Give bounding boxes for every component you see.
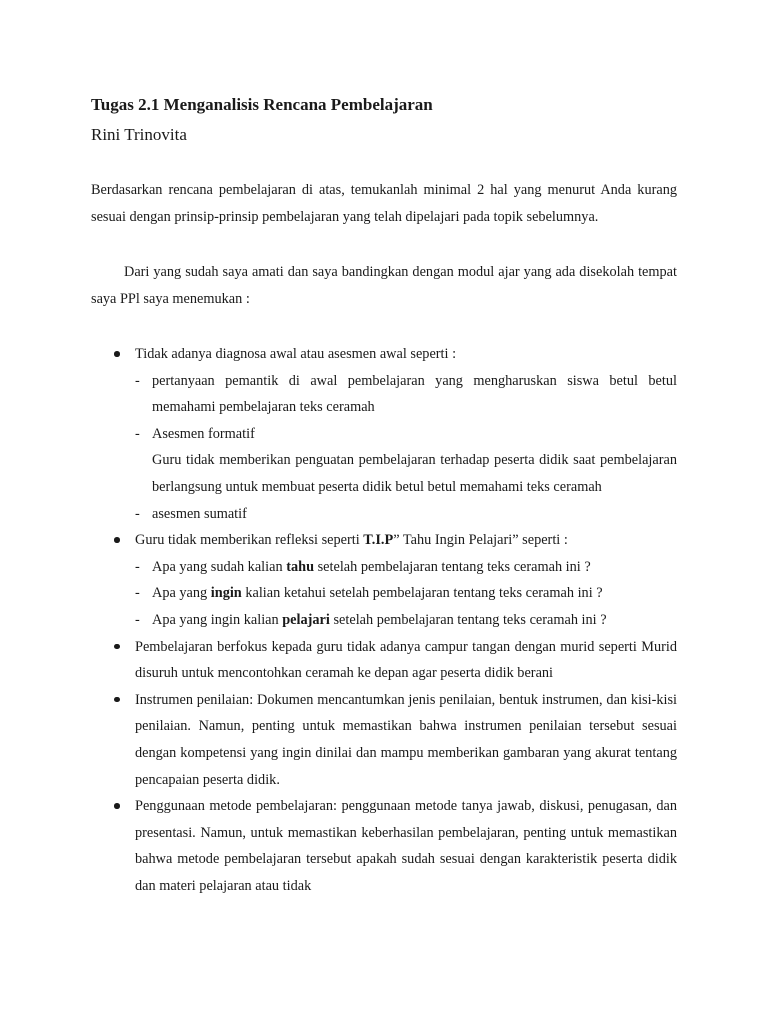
bullet-dot-icon [114, 351, 120, 357]
bullet-text: Tidak adanya diagnosa awal atau asesmen awal seperti : [135, 346, 457, 362]
dash-marker: - [135, 611, 140, 628]
sub-item-text-part: Apa yang sudah kalian [152, 558, 287, 575]
sub-item-text-part: setelah pembelajaran tentang teks ceramah ini ? [314, 558, 591, 575]
sub-item-text: pertanyaan pemantik di awal pembelajaran yang mengharuskan siswa betul betul memahami pembelajaran teks ceramah [152, 372, 677, 416]
task-question-paragraph: Berdasarkan rencana pembelajaran di atas, temukanlah minimal 2 hal yang menurut Anda kurang sesuai dengan prinsip-prinsip pembelajaran yang telah dipelajari pada topik sebelumnya. [91, 182, 677, 225]
bullet-item [91, 634, 677, 687]
sub-item-bold: tahu [286, 558, 315, 575]
bullet-text-part: ” Tahu Ingin Pelajari” seperti : [393, 532, 568, 549]
sub-item-bold: ingin [210, 585, 242, 602]
bullet-item [91, 341, 677, 527]
bullet-dot-icon [114, 537, 120, 543]
dash-marker: - [135, 372, 140, 389]
sub-item-text-part: Apa yang [152, 585, 211, 602]
intro-paragraph: Dari yang sudah saya amati dan saya bandingkan dengan modul ajar yang ada disekolah tempat saya PPl saya menemukan : [91, 264, 677, 307]
author-name: Rini Trinovita [91, 125, 187, 144]
bullet-text-bold: T.I.P [363, 532, 394, 549]
dash-marker: - [135, 505, 140, 522]
sub-item-text: asesmen sumatif [152, 505, 247, 522]
document-title: Tugas 2.1 Menganalisis Rencana Pembelajaran [91, 95, 433, 114]
sub-item-note: Guru tidak memberikan penguatan pembelajaran terhadap peserta didik saat pembelajaran berlangsung untuk membuat peserta didik betul betul memahami teks ceramah [152, 452, 677, 495]
bullet-item [91, 687, 677, 793]
bullet-text: Instrumen penilaian: Dokumen mencantumkan jenis penilaian, bentuk instrumen, dan kisi-kisi penilaian. Namun, penting untuk memastikan bahwa instrumen penilaian tersebut sesuai dengan kompetensi yang ingin dinilai dan mampu memberikan gambaran yang akurat tentang pencapaian peserta didik. [135, 691, 677, 788]
bullet-dot-icon [114, 644, 120, 650]
bullet-text: Penggunaan metode pembelajaran: penggunaan metode tanya jawab, diskusi, penugasan, dan presentasi. Namun, untuk memastikan keberhasilan pembelajaran, penting untuk memastikan bahwa metode pembelajaran tersebut apakah sudah sesuai dengan karakteristik peserta didik dan materi pelajaran atau tidak [135, 798, 677, 894]
bullet-item [91, 793, 677, 899]
sub-item [135, 580, 677, 607]
sub-item-bold: pelajari [282, 611, 330, 628]
bullet-text-part: Guru tidak memberikan refleksi seperti [135, 532, 364, 549]
dash-marker: - [135, 425, 140, 442]
sub-item-text: Asesmen formatif [152, 425, 255, 442]
bullet-item [91, 527, 677, 633]
findings-list [91, 341, 677, 899]
sub-item-text-part: Apa yang ingin kalian [152, 611, 283, 628]
sub-list [135, 368, 677, 528]
bullet-dot-icon [114, 697, 120, 703]
sub-item [135, 554, 677, 581]
sub-item [135, 421, 677, 501]
sub-item [135, 368, 677, 421]
sub-item-text-part: setelah pembelajaran tentang teks ceramah ini ? [329, 611, 607, 628]
sub-list [135, 554, 677, 634]
dash-marker: - [135, 558, 140, 575]
dash-marker: - [135, 585, 140, 602]
bullet-text: Pembelajaran berfokus kepada guru tidak adanya campur tangan dengan murid seperti Murid disuruh untuk mencontohkan ceramah ke depan agar peserta didik berani [135, 638, 677, 682]
sub-item-text-part: kalian ketahui setelah pembelajaran tentang teks ceramah ini ? [241, 585, 603, 602]
sub-item [135, 501, 677, 528]
sub-item [135, 607, 677, 634]
bullet-dot-icon [114, 803, 120, 809]
